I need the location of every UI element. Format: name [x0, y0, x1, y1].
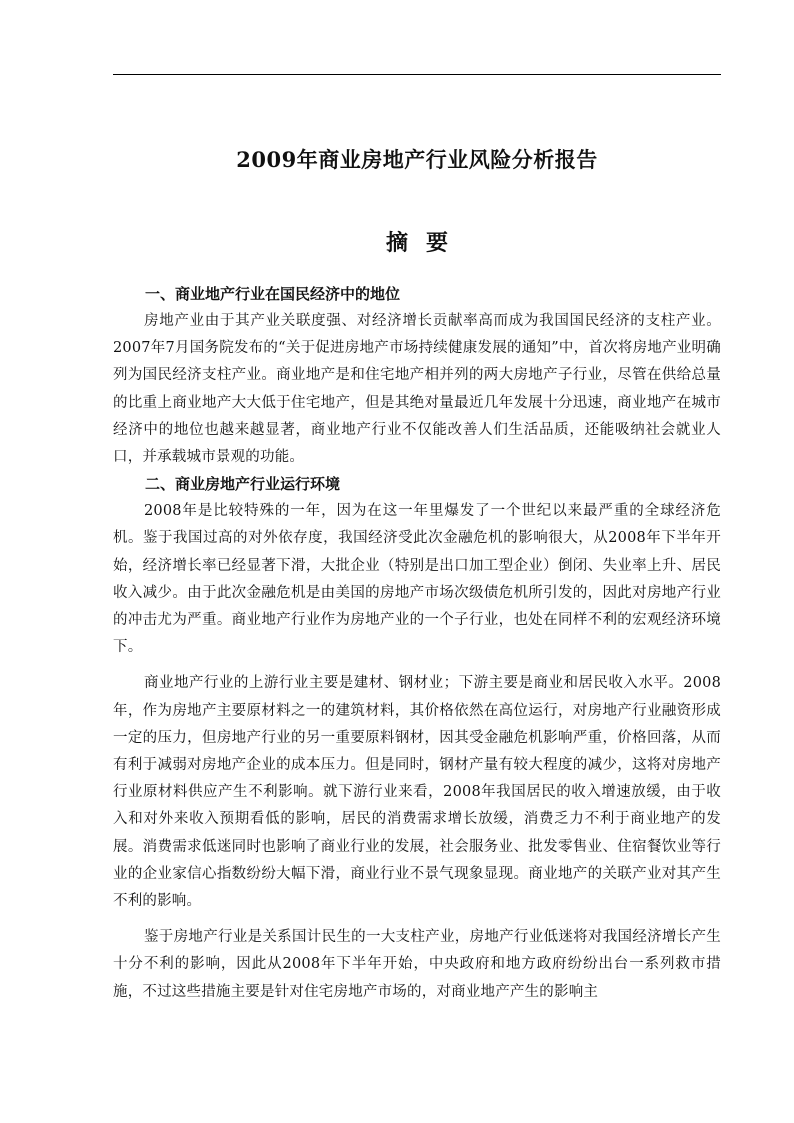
paragraph: 商业地产行业的上游行业主要是建材、钢材业；下游主要是商业和居民收入水平。2008年，作为房地产主要原材料之一的建筑材料，其价格依然在高位运行，对房地产行业融资形成一定的压力，但房地产行业的另一重要原料钢材，因其受金融危机影响严重，价格回落，从而有利于减弱对房地产企业的成本压力。但是同时，钢材产量有较大程度的减少，这将对房地产行业原材料供应产生不利影响。就下游行业来看，2008年我国居民的收入增速放缓，由于收入和对外来收入预期看低的影响，居民的消费需求增长放缓，消费乏力不利于商业地产的发展。消费需求低迷同时也影响了商业行业的发展，社会服务业、批发零售业、住宿餐饮业等行业的企业家信心指数纷纷大幅下滑，商业行业不景气现象显现。商业地产的关联产业对其产生不利的影响。: [113, 675, 721, 910]
paragraph: 房地产业由于其产业关联度强、对经济增长贡献率高而成为我国国民经济的支柱产业。2007年7月国务院发布的“关于促进房地产市场持续健康发展的通知”中，首次将房地产业明确列为国民经济支柱产业。商业地产是和住宅地产相并列的两大房地产子行业，尽管在供给总量的比重上商业地产大大低于住宅地产，但是其绝对量最近几年发展十分迅速，商业地产在城市经济中的地位也越来越显著，商业地产行业不仅能改善人们生活品质，还能吸纳社会就业人口，并承载城市景观的功能。: [113, 313, 721, 466]
section-heading: 一、商业地产行业在国民经济中的地位: [145, 285, 401, 303]
paragraph: 鉴于房地产行业是关系国计民生的一大支柱产业，房地产行业低迷将对我国经济增长产生十分不利的影响，因此从2008年下半年开始，中央政府和地方政府纷纷出台一系列救市措施，不过这些措施主要是针对住宅房地产市场的，对商业地产产生的影响主: [113, 929, 721, 1000]
document-body: [113, 281, 721, 1006]
abstract-heading: 摘要: [385, 230, 466, 256]
header-rule: [113, 74, 721, 75]
section-heading: 二、商业房地产行业运行环境: [145, 475, 341, 494]
paragraph: 2008年是比较特殊的一年，因为在这一年里爆发了一个世纪以来最严重的全球经济危机。鉴于我国过高的对外依存度，我国经济受此次金融危机的影响很大，从2008年下半年开始，经济增长率已经显著下滑，大批企业（特别是出口加工型企业）倒闭、失业率上升、居民收入减少。由于此次金融危机是由美国的房地产市场次级债危机所引发的，因此对房地产行业的冲击尤为严重。商业地产行业作为房地产业的一个子行业，也处在同样不利的宏观经济环境下。: [113, 503, 721, 656]
document-title: 2009年商业房地产行业风险分析报告: [236, 147, 598, 172]
